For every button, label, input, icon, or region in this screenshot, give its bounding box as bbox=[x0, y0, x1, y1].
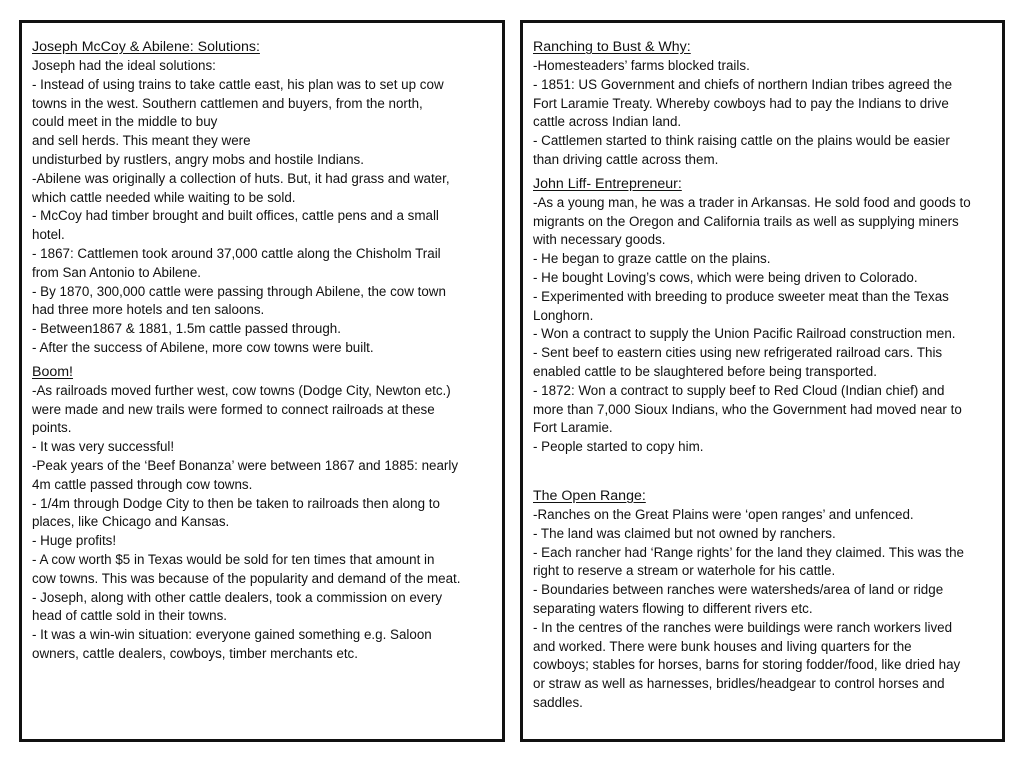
text-line: and sell herds. This meant they were bbox=[32, 133, 251, 149]
text-line: - A cow worth $5 in Texas would be sold for ten times that amount in bbox=[32, 551, 435, 567]
text-line: saddles. bbox=[533, 694, 583, 710]
text-line: migrants on the Oregon and California trails as well as supplying miners bbox=[533, 213, 959, 229]
text-line: Fort Laramie. bbox=[533, 420, 613, 436]
section-title-mccoy: Joseph McCoy & Abilene: Solutions: bbox=[32, 39, 260, 55]
text-line: separating waters flowing to different rivers etc. bbox=[533, 600, 813, 616]
text-line: - It was very successful! bbox=[32, 439, 175, 455]
text-line: - Instead of using trains to take cattle east, his plan was to set up cow bbox=[32, 76, 444, 92]
text-line: -Homesteaders’ farms blocked trails. bbox=[533, 58, 750, 73]
text-line: - By 1870, 300,000 cattle were passing through Abilene, the cow town bbox=[32, 283, 446, 299]
text-line: places, like Chicago and Kansas. bbox=[32, 514, 230, 530]
text-line: - He began to graze cattle on the plains. bbox=[533, 251, 771, 267]
text-line: than driving cattle across them. bbox=[533, 151, 719, 167]
text-line: had three more hotels and ten saloons. bbox=[32, 302, 265, 318]
text-line: owners, cattle dealers, cowboys, timber merchants etc. bbox=[32, 645, 358, 661]
text-line: Joseph had the ideal solutions: bbox=[32, 58, 216, 73]
text-line: cowboys; stables for horses, barns for storing fodder/food, like dried hay bbox=[533, 657, 961, 673]
text-line: - Each rancher had ‘Range rights’ for the land they claimed. This was the bbox=[533, 544, 964, 560]
text-line: 4m cattle passed through cow towns. bbox=[32, 476, 253, 492]
section-title-open-range: The Open Range: bbox=[533, 487, 646, 504]
section-body-liff bbox=[533, 194, 992, 457]
text-line: - It was a win-win situation: everyone gained something e.g. Saloon bbox=[32, 627, 432, 643]
text-line: towns in the west. Southern cattlemen and buyers, from the north, bbox=[32, 95, 423, 111]
section-body-mccoy bbox=[32, 57, 492, 358]
text-line: and worked. There were bunk houses and living quarters for the bbox=[533, 638, 912, 654]
text-line: -Abilene was originally a collection of huts. But, it had grass and water, bbox=[32, 170, 450, 186]
right-panel bbox=[520, 20, 1005, 742]
section-body-bust bbox=[533, 57, 992, 170]
text-line: - In the centres of the ranches were buildings were ranch workers lived bbox=[533, 619, 953, 635]
text-line: - Sent beef to eastern cities using new refrigerated railroad cars. This bbox=[533, 345, 943, 361]
text-line: - Huge profits! bbox=[32, 533, 117, 549]
text-line: cattle across Indian land. bbox=[533, 114, 682, 130]
text-line: enabled cattle to be slaughtered before being transported. bbox=[533, 363, 877, 379]
text-line: undisturbed by rustlers, angry mobs and hostile Indians. bbox=[32, 151, 364, 167]
text-line: points. bbox=[32, 420, 72, 436]
text-line: - Boundaries between ranches were watersheds/area of land or ridge bbox=[533, 582, 944, 598]
text-line: - Joseph, along with other cattle dealers, took a commission on every bbox=[32, 589, 443, 605]
text-line: - 1872: Won a contract to supply beef to Red Cloud (Indian chief) and bbox=[533, 382, 945, 398]
section-title-liff: John Liff- Entrepreneur: bbox=[533, 175, 682, 192]
text-line: cow towns. This was because of the popularity and demand of the meat. bbox=[32, 570, 461, 586]
text-line: - Won a contract to supply the Union Pacific Railroad construction men. bbox=[533, 326, 956, 342]
section-title-boom: Boom! bbox=[32, 363, 74, 380]
text-line: -Ranches on the Great Plains were ‘open ranges’ and unfenced. bbox=[533, 506, 914, 522]
text-line: were made and new trails were formed to connect railroads at these bbox=[32, 401, 435, 417]
text-line: or straw as well as harnesses, bridles/headgear to control horses and bbox=[533, 676, 945, 692]
text-line: - He bought Loving’s cows, which were being driven to Colorado. bbox=[533, 269, 918, 285]
text-line: which cattle needed while waiting to be sold. bbox=[32, 189, 296, 205]
text-line: - 1867: Cattlemen took around 37,000 cattle along the Chisholm Trail bbox=[32, 245, 441, 261]
text-line: - After the success of Abilene, more cow towns were built. bbox=[32, 339, 374, 355]
section-body-open-range bbox=[533, 506, 992, 713]
text-line: -As a young man, he was a trader in Arkansas. He sold food and goods to bbox=[533, 194, 971, 210]
text-line: - 1/4m through Dodge City to then be taken to railroads then along to bbox=[32, 495, 440, 511]
text-line: - The land was claimed but not owned by ranchers. bbox=[533, 525, 836, 541]
text-line: -As railroads moved further west, cow towns (Dodge City, Newton etc.) bbox=[32, 382, 451, 398]
text-line: with necessary goods. bbox=[533, 232, 666, 248]
text-line: could meet in the middle to buy bbox=[32, 114, 218, 130]
text-line: more than 7,000 Sioux Indians, who the Government had moved near to bbox=[533, 401, 962, 417]
section-title-bust: Ranching to Bust & Why: bbox=[533, 39, 691, 55]
text-line: -Peak years of the ‘Beef Bonanza’ were between 1867 and 1885: nearly bbox=[32, 457, 459, 473]
text-line: right to reserve a stream or waterhole for his cattle. bbox=[533, 563, 836, 579]
text-line: - McCoy had timber brought and built offices, cattle pens and a small bbox=[32, 208, 439, 224]
text-line: - Cattlemen started to think raising cattle on the plains would be easier bbox=[533, 133, 950, 149]
text-line: - 1851: US Government and chiefs of northern Indian tribes agreed the bbox=[533, 76, 953, 92]
text-line: Fort Laramie Treaty. Whereby cowboys had to pay the Indians to drive bbox=[533, 95, 949, 111]
text-line: from San Antonio to Abilene. bbox=[32, 264, 201, 280]
text-line: head of cattle sold in their towns. bbox=[32, 608, 228, 624]
text-line: hotel. bbox=[32, 227, 65, 243]
text-line: - Between1867 & 1881, 1.5m cattle passed through. bbox=[32, 321, 341, 337]
text-line: Longhorn. bbox=[533, 307, 594, 323]
left-panel bbox=[19, 20, 505, 742]
text-line: - Experimented with breeding to produce sweeter meat than the Texas bbox=[533, 288, 949, 304]
text-line: - People started to copy him. bbox=[533, 439, 704, 455]
section-body-boom bbox=[32, 382, 492, 664]
